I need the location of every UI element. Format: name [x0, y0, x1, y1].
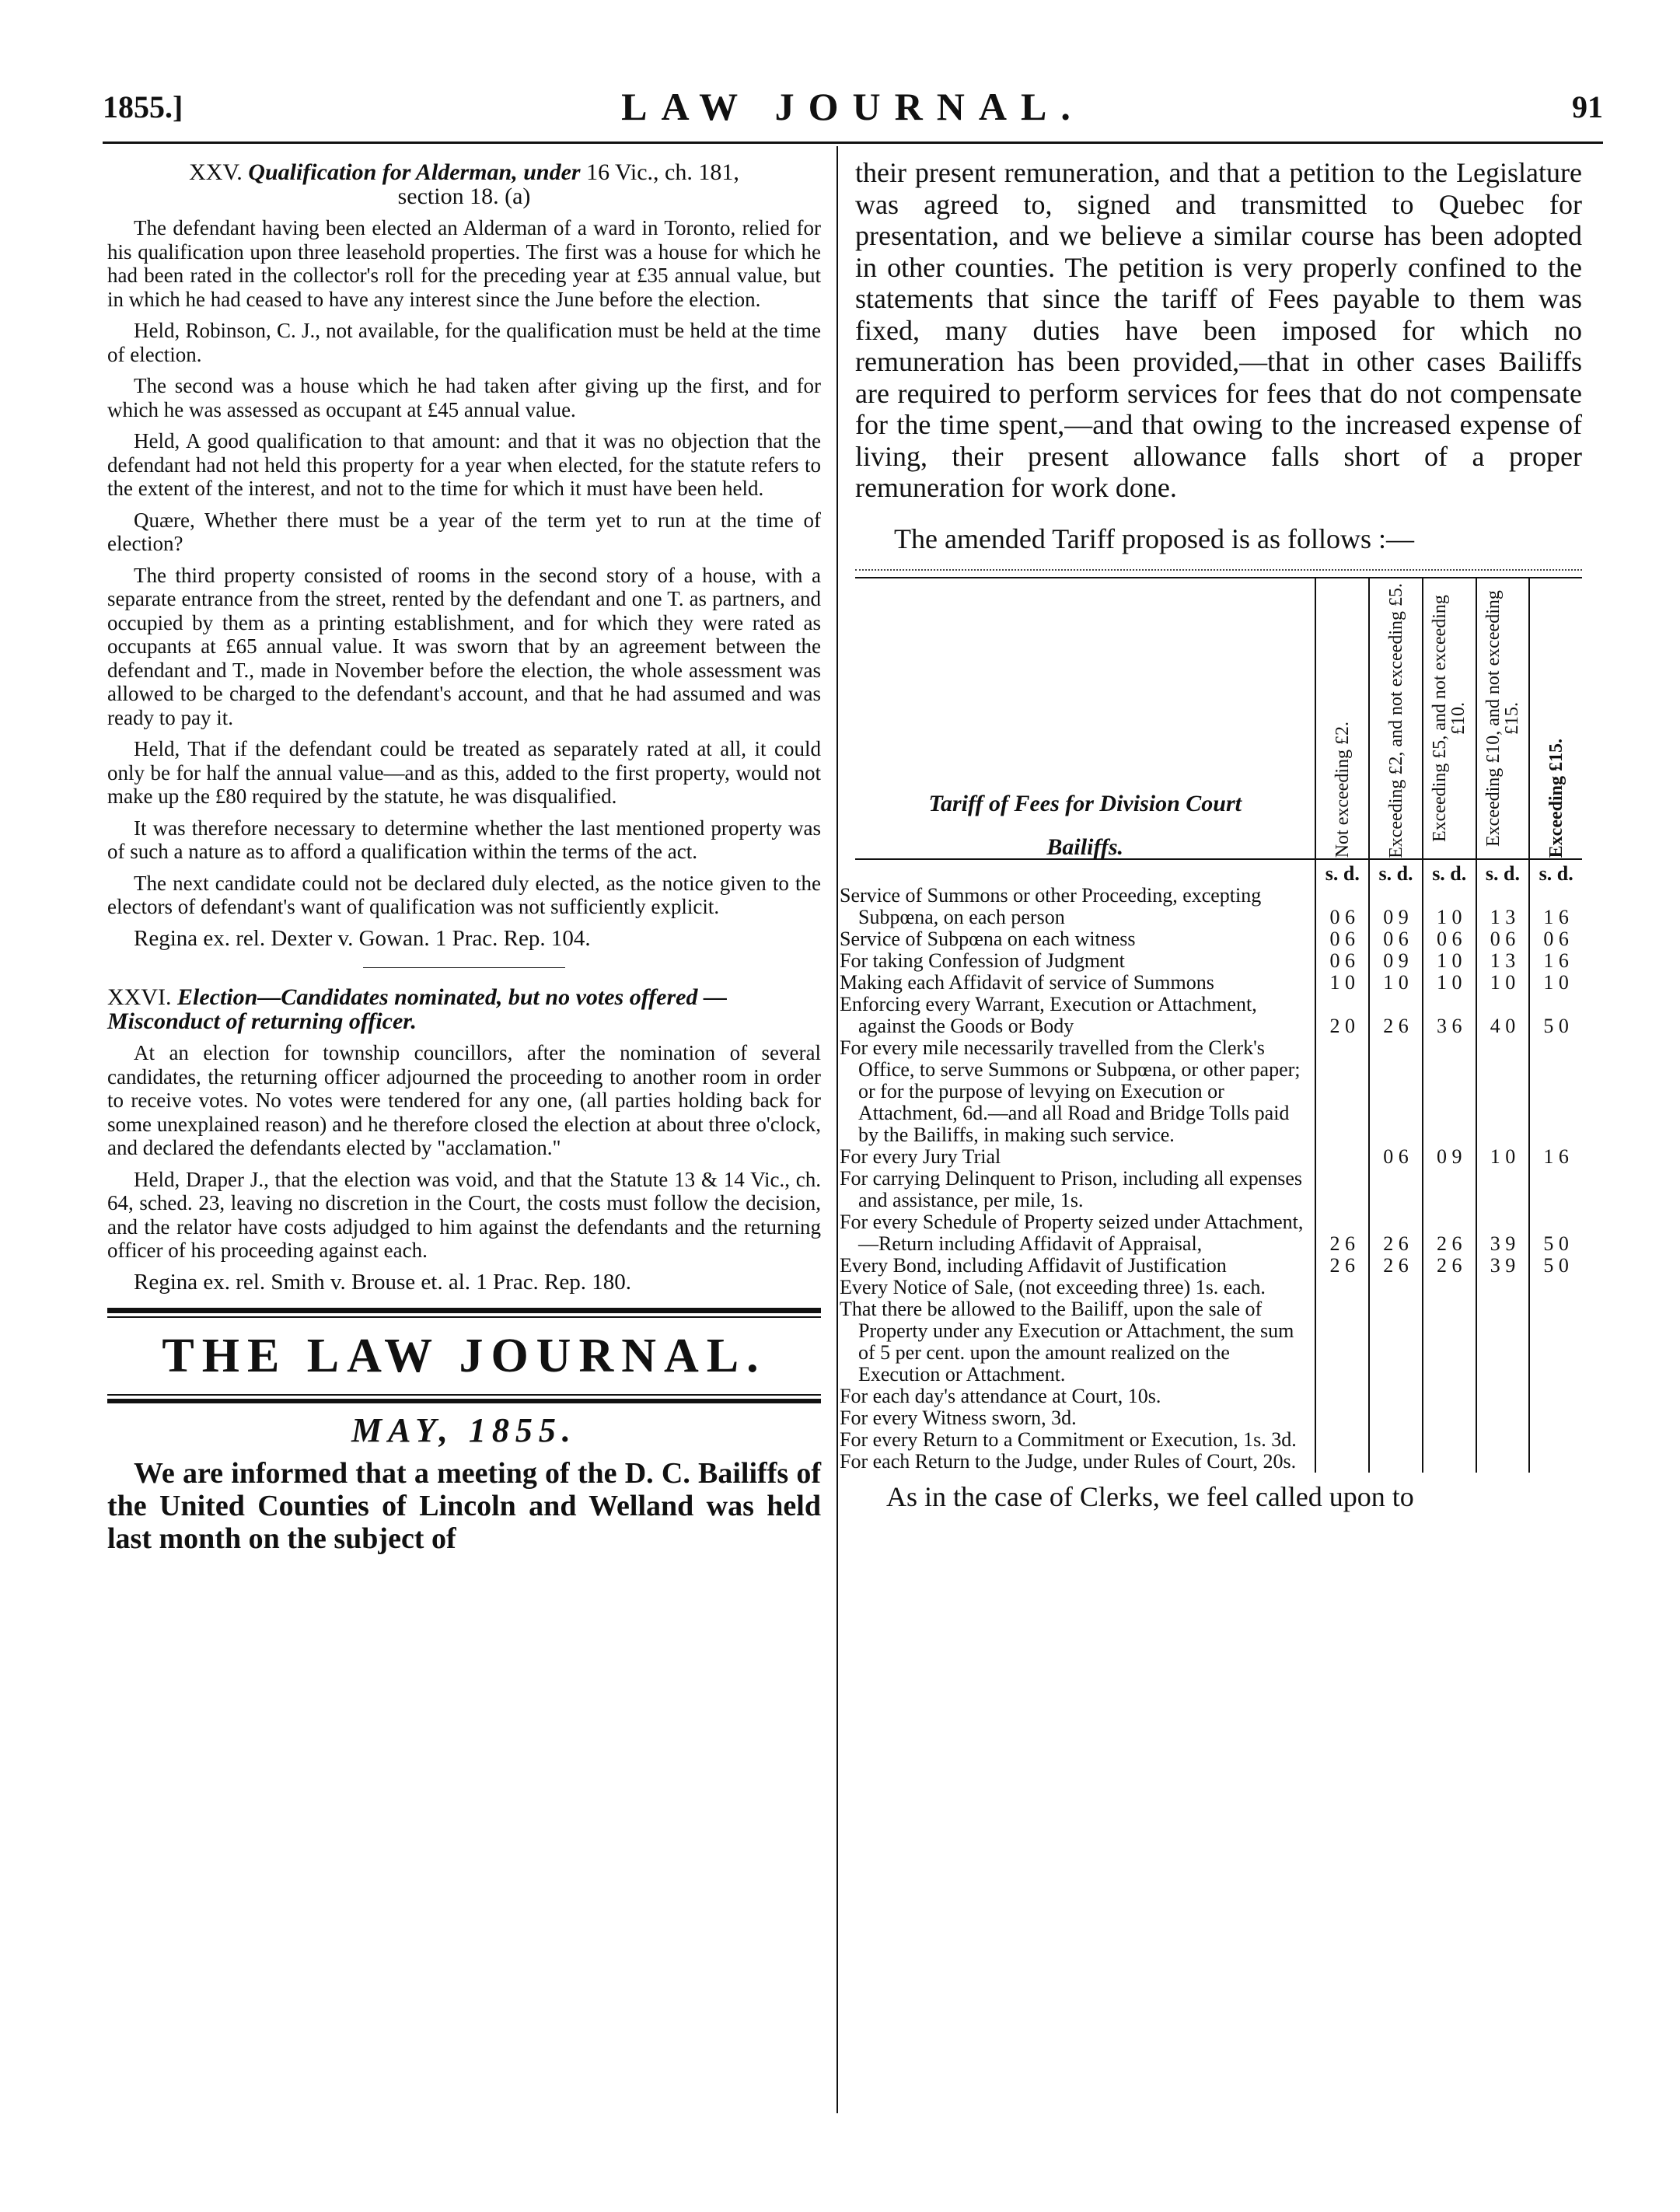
paragraph: The second was a house which he had taken after giving up the first, and for which he was assessed as occupant at £45 annual value. [107, 374, 821, 421]
tariff-row-desc: For each Return to the Judge, under Rules of Court, 20s. [840, 1449, 1297, 1473]
tariff-cell [1476, 1298, 1530, 1386]
section-separator [363, 967, 565, 968]
col-header-4: Exceeding £10, and not exceeding £15. [1476, 578, 1530, 859]
section-25-body [107, 216, 821, 919]
units-row [855, 859, 1582, 885]
tariff-row-desc: For every Return to a Commitment or Execution, 1s. 3d. [840, 1427, 1297, 1451]
paragraph: Held, Robinson, C. J., not available, for the qualification must be held at the time of election. [107, 319, 821, 366]
tariff-cell: 1 6 [1529, 885, 1582, 928]
tariff-cell [1369, 1168, 1423, 1211]
tariff-row [855, 1146, 1582, 1168]
col-header-3: Exceeding £5, and not exceeding £10. [1423, 578, 1476, 859]
tariff-row [855, 1168, 1582, 1211]
tariff-cell [1315, 1168, 1369, 1211]
tariff-cell [1529, 1386, 1582, 1407]
tariff-cell [1315, 1298, 1369, 1386]
tariff-cell: 1 0 [1529, 972, 1582, 994]
section-25-title: XXV. Qualification for Alderman, under 16 Vic., ch. 181, section 18. (a) [189, 159, 739, 209]
paragraph: The next candidate could not be declared duly elected, as the notice given to the electors of defendant's want of qualification was not sufficiently explicit. [107, 871, 821, 918]
tariff-cell: 2 6 [1369, 1211, 1423, 1255]
tariff-cell [1476, 1168, 1530, 1211]
tariff-row-desc: Service of Subpœna on each witness [840, 927, 1136, 950]
tariff-cell [1423, 1277, 1476, 1298]
masthead-rule-bottom [107, 1394, 821, 1403]
tariff-cell: 0 6 [1423, 928, 1476, 950]
tariff-cell [1529, 1407, 1582, 1429]
tariff-cell: 2 6 [1423, 1211, 1476, 1255]
tariff-cell: 0 6 [1315, 928, 1369, 950]
tariff-cell [1315, 1037, 1369, 1146]
tariff-row-desc: Every Bond, including Affidavit of Justification [840, 1253, 1227, 1277]
tariff-title: Tariff of Fees for Division Court Bailiffs. [855, 578, 1315, 859]
tariff-cell [1476, 1407, 1530, 1429]
tariff-row-desc: For each day's attendance at Court, 10s. [840, 1384, 1161, 1407]
tariff-cell: 0 6 [1369, 928, 1423, 950]
tariff-cell: 2 6 [1423, 1255, 1476, 1277]
paragraph: Held, A good qualification to that amount: and that it was no objection that the defendant had not held this property for a year when elected, for the statute refers to the extent of the interest, and not to the time for which it must have been held. [107, 429, 821, 500]
tariff-cell [1315, 1277, 1369, 1298]
page-header [103, 84, 1603, 138]
left-column [107, 160, 821, 1555]
tariff-cell: 0 6 [1315, 885, 1369, 928]
tariff-cell: 0 9 [1369, 950, 1423, 972]
tariff-cell [1529, 1451, 1582, 1473]
col-header-5: Exceeding £15. [1529, 578, 1582, 859]
tariff-cell [1369, 1451, 1423, 1473]
tariff-cell [1423, 1168, 1476, 1211]
paragraph: Held, That if the defendant could be treated as separately rated at all, it could only be for half the annual value—and as this, added to the first property, would not make up the £80 required by the statute, he was disqualified. [107, 737, 821, 808]
tariff-cell: 1 0 [1476, 972, 1530, 994]
tariff-row [855, 1277, 1582, 1298]
header-rule [103, 142, 1603, 144]
section-25-citation: Regina ex. rel. Dexter v. Gowan. 1 Prac. Rep. 104. [134, 925, 591, 951]
tariff-cell [1369, 1429, 1423, 1451]
tariff-row-desc: For every Jury Trial [840, 1144, 1001, 1168]
tariff-cell [1423, 1429, 1476, 1451]
tariff-cell: 1 0 [1315, 972, 1369, 994]
tariff-header-row [855, 578, 1582, 859]
units-cell: s. d. [1315, 859, 1369, 885]
tariff-cell [1529, 1298, 1582, 1386]
section-26-title: XXVI. Election—Candidates nominated, but no votes offered —Misconduct of returning officer. [107, 984, 727, 1034]
paragraph: Quære, Whether there must be a year of the term yet to run at the time of election? [107, 508, 821, 555]
paragraph: The third property consisted of rooms in the second story of a house, with a separate entrance from the street, rented by the defendant and one T. as partners, and occupied by them as a printing establishment, and for which they were rated as occupants at £65 annual value. It was sworn that by an agreement between the defendant and T., made in November before the election, the whole assessment was allowed to be charged to the defendant's account, and that he had assumed and was ready to pay it. [107, 563, 821, 729]
section-26-body [107, 1041, 821, 1263]
tariff-cell: 2 0 [1315, 994, 1369, 1037]
tariff-cell [1423, 1298, 1476, 1386]
page-number: 91 [1572, 89, 1603, 124]
section-26-citation: Regina ex. rel. Smith v. Brouse et. al. 1 Prac. Rep. 180. [134, 1269, 632, 1295]
tariff-cell: 3 6 [1423, 994, 1476, 1037]
tariff-row-desc: Enforcing every Warrant, Execution or Attachment, against the Goods or Body [840, 992, 1257, 1037]
tariff-cell: 1 0 [1423, 950, 1476, 972]
tariff-cell: 2 6 [1369, 1255, 1423, 1277]
tariff-cell [1315, 1146, 1369, 1168]
tariff-cell: 5 0 [1529, 1255, 1582, 1277]
tariff-cell: 2 6 [1315, 1255, 1369, 1277]
tariff-cell: 1 0 [1423, 885, 1476, 928]
masthead-rule-top [107, 1308, 821, 1318]
tariff-row [855, 885, 1582, 928]
tariff-cell: 0 9 [1423, 1146, 1476, 1168]
units-label [855, 859, 1315, 885]
right-column [840, 157, 1582, 1513]
tariff-row-desc: For taking Confession of Judgment [840, 949, 1125, 972]
tariff-cell: 3 9 [1476, 1211, 1530, 1255]
tariff-cell: 1 6 [1529, 1146, 1582, 1168]
tariff-row [855, 972, 1582, 994]
tariff-cell [1369, 1407, 1423, 1429]
masthead: THE LAW JOURNAL. [162, 1330, 767, 1382]
tariff-cell [1315, 1386, 1369, 1407]
tariff-cell [1423, 1037, 1476, 1146]
tariff-cell [1423, 1386, 1476, 1407]
header-year: 1855.] [103, 89, 183, 124]
tariff-intro: The amended Tariff proposed is as follows :— [894, 522, 1415, 554]
tariff-row [855, 1429, 1582, 1451]
editorial-lead: We are informed that a meeting of the D. C. Bailiffs of the United Counties of Lincoln and Welland was held last month on the subject of [107, 1456, 821, 1555]
column-divider [837, 146, 838, 2113]
tariff-cell: 0 6 [1369, 1146, 1423, 1168]
units-cell: s. d. [1476, 859, 1530, 885]
tariff-row [855, 1451, 1582, 1473]
tariff-cell [1476, 1277, 1530, 1298]
tariff-cell: 1 6 [1529, 950, 1582, 972]
tariff-row [855, 950, 1582, 972]
tariff-table [840, 577, 1582, 1473]
header-title: LAW JOURNAL. [621, 85, 1084, 128]
col-header-1: Not exceeding £2. [1315, 578, 1369, 859]
tariff-row-desc: Service of Summons or other Proceeding, excepting Subpœna, on each person [840, 883, 1262, 928]
tariff-cell: 0 9 [1369, 885, 1423, 928]
tariff-row [855, 1211, 1582, 1255]
tariff-cell [1529, 1429, 1582, 1451]
tariff-row [855, 994, 1582, 1037]
units-cell: s. d. [1529, 859, 1582, 885]
tariff-cell: 0 6 [1529, 928, 1582, 950]
tariff-cell: 4 0 [1476, 994, 1530, 1037]
tariff-cell: 0 6 [1315, 950, 1369, 972]
tariff-row [855, 928, 1582, 950]
tariff-cell: 5 0 [1529, 994, 1582, 1037]
tariff-cell [1476, 1386, 1530, 1407]
tariff-cell [1476, 1451, 1530, 1473]
paragraph: Held, Draper J., that the election was void, and that the Statute 13 & 14 Vic., ch. 64, sched. 23, leaving no discretion in the Court, the costs must follow the decision, and the relator have costs adjudged to him against the defendants and the returning officer of his proceeding against each. [107, 1167, 821, 1262]
tariff-row-desc: For carrying Delinquent to Prison, including all expenses and assistance, per mile, 1s. [840, 1166, 1303, 1211]
tariff-cell [1423, 1407, 1476, 1429]
paragraph: It was therefore necessary to determine whether the last mentioned property was of such a nature as to afford a qualification within the terms of the act. [107, 816, 821, 863]
units-cell: s. d. [1369, 859, 1423, 885]
tariff-cell [1423, 1451, 1476, 1473]
tariff-row-desc: For every mile necessarily travelled from the Clerk's Office, to serve Summons or Subpœna, or other paper; or for the purpose of levying on Execution or Attachment, 6d.—and all Road and Bridge Tolls paid by the Bailiffs, in making such service. [840, 1036, 1301, 1146]
tariff-cell [1369, 1298, 1423, 1386]
tariff-cell [1529, 1277, 1582, 1298]
col-header-2: Exceeding £2, and not exceeding £5. [1369, 578, 1423, 859]
tariff-cell [1369, 1037, 1423, 1146]
dotted-rule [855, 569, 1582, 571]
tariff-row-desc: For every Witness sworn, 3d. [840, 1406, 1077, 1429]
tariff-cell: 2 6 [1315, 1211, 1369, 1255]
tariff-cell: 5 0 [1529, 1211, 1582, 1255]
closing-line: As in the case of Clerks, we feel called upon to [886, 1480, 1414, 1512]
tariff-cell [1476, 1037, 1530, 1146]
tariff-row-desc: Making each Affidavit of service of Summons [840, 970, 1214, 994]
tariff-cell [1529, 1037, 1582, 1146]
tariff-cell: 3 9 [1476, 1255, 1530, 1277]
tariff-body [840, 859, 1582, 1473]
tariff-cell: 0 6 [1476, 928, 1530, 950]
tariff-cell: 2 6 [1369, 994, 1423, 1037]
tariff-cell: 1 3 [1476, 950, 1530, 972]
tariff-cell [1315, 1429, 1369, 1451]
dateline: MAY, 1855. [351, 1411, 577, 1449]
tariff-row [855, 1255, 1582, 1277]
editorial-continuation: their present remuneration, and that a petition to the Legislature was agreed to, signed and transmitted to Quebec for presentation, and we believe a similar course has been adopted in other counties. The petition is very properly confined to the statements that since the tariff of Fees payable to them was fixed, many duties have been imposed for which no remuneration has been provided,—that in other cases Bailiffs are required to perform services for fees that do not compensate for the time spent,—and that owing to the increased expense of living, their present allowance falls short of a proper remuneration for work done. [855, 157, 1582, 503]
tariff-cell [1369, 1386, 1423, 1407]
paragraph: The defendant having been elected an Alderman of a ward in Toronto, relied for his qualification upon three leasehold properties. The first was a house for which he had been rated in the collector's roll for the preceding year at £35 annual value, but in which he had ceased to have any interest since the June before the election. [107, 216, 821, 311]
tariff-cell [1529, 1168, 1582, 1211]
tariff-cell [1369, 1277, 1423, 1298]
tariff-cell: 1 0 [1423, 972, 1476, 994]
tariff-row [855, 1386, 1582, 1407]
tariff-cell [1315, 1451, 1369, 1473]
tariff-row [855, 1298, 1582, 1386]
tariff-row [855, 1407, 1582, 1429]
tariff-cell [1315, 1407, 1369, 1429]
tariff-row-desc: That there be allowed to the Bailiff, upon the sale of Property under any Execution or Attachment, the sum of 5 per cent. upon the amount realized on the Execution or Attachment. [840, 1297, 1294, 1386]
tariff-row-desc: Every Notice of Sale, (not exceeding three) 1s. each. [840, 1275, 1266, 1298]
tariff-row-desc: For every Schedule of Property seized under Attachment,—Return including Affidavit of Appraisal, [840, 1210, 1304, 1255]
tariff-cell: 1 3 [1476, 885, 1530, 928]
paragraph: At an election for township councillors, after the nomination of several candidates, the returning officer adjourned the proceeding to another room in order to receive votes. No votes were tendered for any one, (all parties holding back for some unexplained reason) and he therefore closed the election at about three o'clock, and declared the defendants elected by "acclamation." [107, 1041, 821, 1159]
tariff-cell [1476, 1429, 1530, 1451]
tariff-cell: 1 0 [1476, 1146, 1530, 1168]
tariff-cell: 1 0 [1369, 972, 1423, 994]
units-cell: s. d. [1423, 859, 1476, 885]
tariff-row [855, 1037, 1582, 1146]
